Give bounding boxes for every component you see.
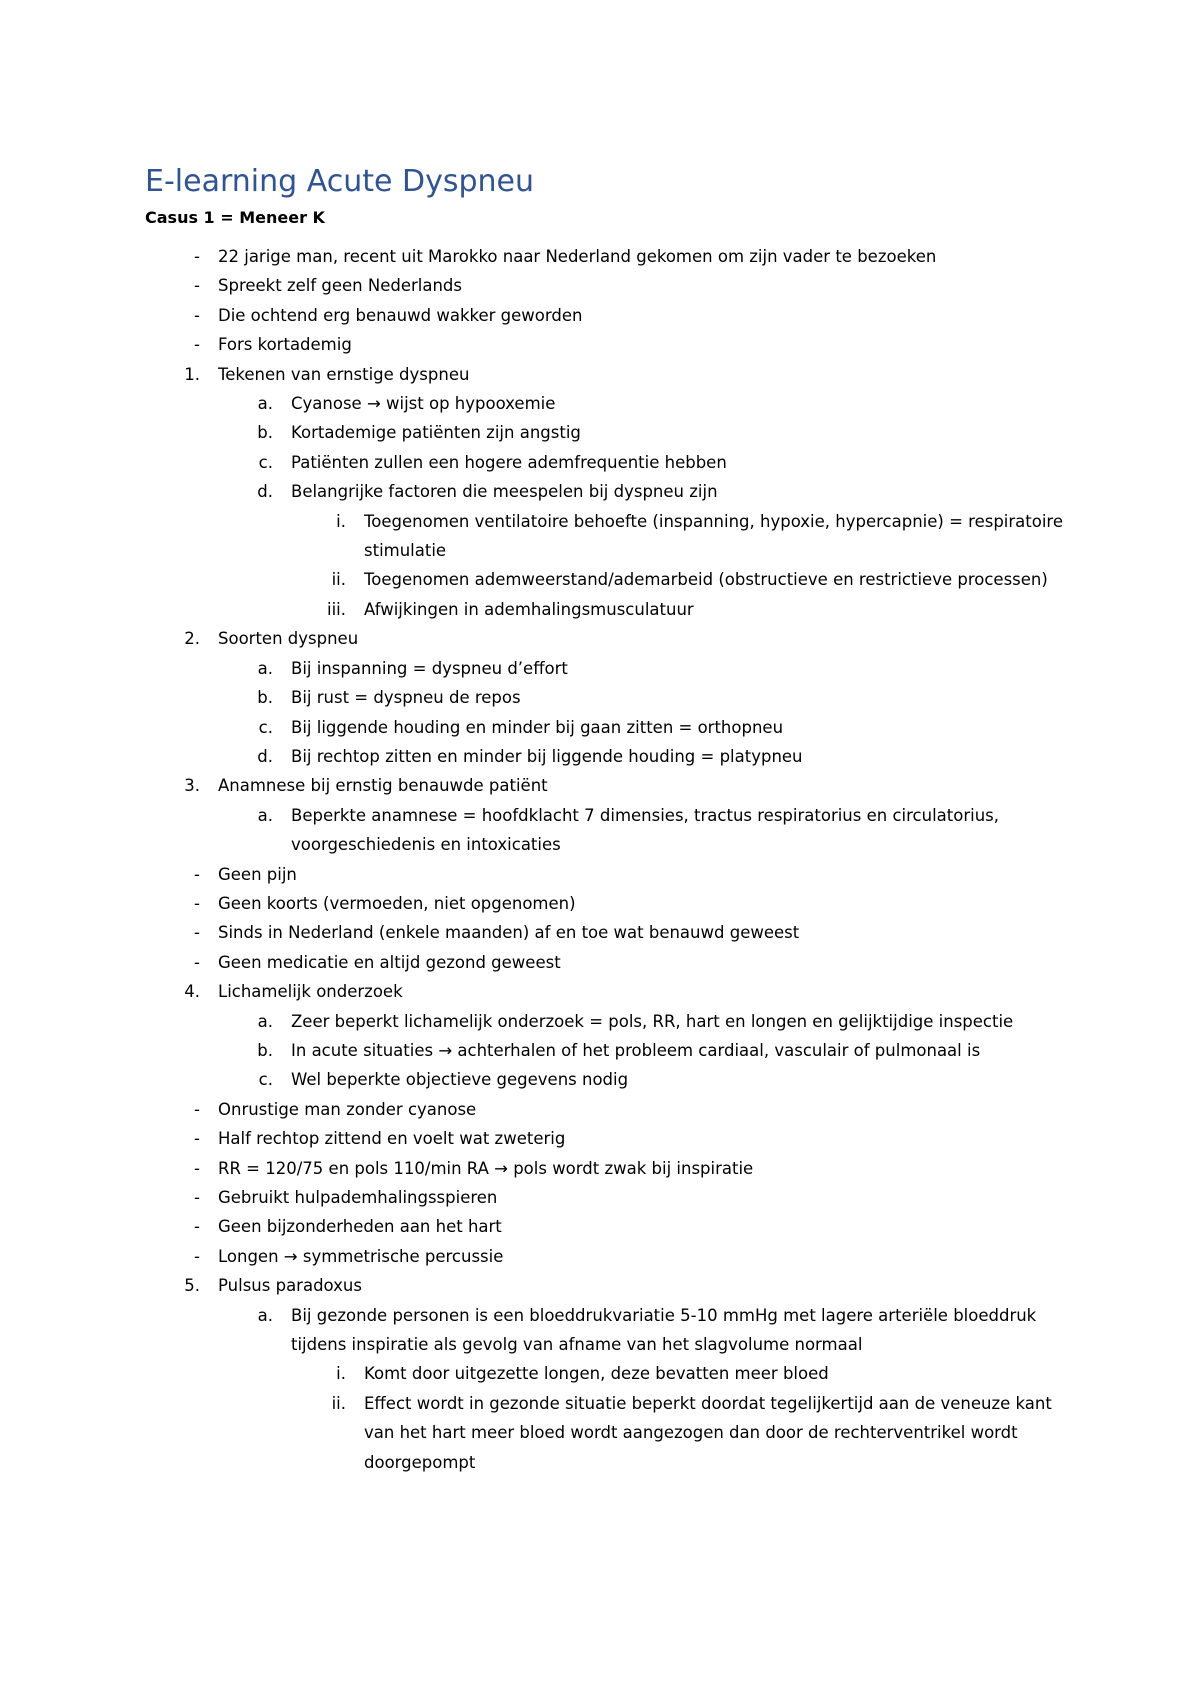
list-marker: -: [194, 923, 200, 943]
list-item-text: Geen bijzonderheden aan het hart: [218, 1217, 502, 1237]
list-item-text: Bij rechtop zitten en minder bij liggende houding = platypneu: [291, 746, 803, 766]
list-marker: 2.: [184, 629, 200, 649]
list-item-text: Bij inspanning = dyspneu d’effort: [291, 658, 568, 678]
list-item: [145, 948, 1080, 977]
list-item-text: In acute situaties → achterhalen of het probleem cardiaal, vasculair of pulmonaal is: [291, 1040, 981, 1060]
list-marker: -: [194, 893, 200, 913]
list-item-text: Beperkte anamnese = hoofdklacht 7 dimensies, tractus respiratorius en circulatorius, voorgeschiedenis en intoxicaties: [291, 805, 999, 855]
list-item-text: Komt door uitgezette longen, deze bevatten meer bloed: [364, 1364, 829, 1384]
list-item: [145, 242, 1080, 271]
sub-list-item: [145, 477, 1080, 506]
list-marker: i.: [336, 511, 346, 531]
list-item-text: Bij liggende houding en minder bij gaan zitten = orthopneu: [291, 717, 784, 737]
sub-list-item: [145, 1036, 1080, 1065]
list-item-text: Geen medicatie en altijd gezond geweest: [218, 952, 561, 972]
list-item-text: Geen pijn: [218, 864, 297, 884]
sub-list-item: [145, 742, 1080, 771]
list-item: [145, 889, 1080, 918]
list-marker: a.: [257, 1011, 273, 1031]
list-item: [145, 1095, 1080, 1124]
sub-list-item: [145, 1007, 1080, 1036]
list-item-text: Fors kortademig: [218, 335, 352, 355]
list-marker: d.: [257, 746, 273, 766]
case-subtitle: Casus 1 = Meneer K: [145, 208, 325, 227]
list-item: [145, 1242, 1080, 1271]
list-marker: ii.: [331, 570, 346, 590]
list-marker: 1.: [184, 364, 200, 384]
list-item-text: Lichamelijk onderzoek: [218, 982, 403, 1002]
list-marker: i.: [336, 1364, 346, 1384]
sub-list-item: [145, 389, 1080, 418]
list-marker: -: [194, 1158, 200, 1178]
list-item-text: Bij gezonde personen is een bloeddrukvariatie 5-10 mmHg met lagere arteriële bloeddruk tijdens inspiratie als gevolg van afname van het slagvolume normaal: [291, 1305, 1037, 1355]
list-marker: b.: [257, 1040, 273, 1060]
list-item: [145, 1183, 1080, 1212]
list-item: [145, 1124, 1080, 1153]
list-marker: a.: [257, 1305, 273, 1325]
list-item-text: Spreekt zelf geen Nederlands: [218, 276, 462, 296]
list-item-text: Bij rust = dyspneu de repos: [291, 688, 521, 708]
list-item-text: Kortademige patiënten zijn angstig: [291, 423, 581, 443]
list-item: [145, 1271, 1080, 1300]
list-marker: -: [194, 335, 200, 355]
list-marker: -: [194, 1246, 200, 1266]
list-item: [145, 860, 1080, 889]
list-marker: -: [194, 1129, 200, 1149]
list-item: [145, 918, 1080, 947]
list-item: [145, 330, 1080, 359]
sub-sub-list-item: [145, 565, 1080, 594]
sub-sub-list-item: [145, 1389, 1080, 1477]
sub-sub-list-item: [145, 595, 1080, 624]
list-marker: -: [194, 247, 200, 266]
list-marker: -: [194, 305, 200, 325]
list-item-text: Wel beperkte objectieve gegevens nodig: [291, 1070, 629, 1090]
list-marker: a.: [257, 805, 273, 825]
list-item: [145, 271, 1080, 300]
list-marker: c.: [258, 717, 273, 737]
list-item-text: Sinds in Nederland (enkele maanden) af en toe wat benauwd geweest: [218, 923, 800, 943]
list-marker: -: [194, 1217, 200, 1237]
list-item-text: Tekenen van ernstige dyspneu: [218, 364, 470, 384]
list-item-text: Longen → symmetrische percussie: [218, 1246, 504, 1266]
list-marker: -: [194, 276, 200, 296]
list-marker: -: [194, 1188, 200, 1207]
list-item: [145, 624, 1080, 653]
list-item-text: Zeer beperkt lichamelijk onderzoek = pols, RR, hart en longen en gelijktijdige inspectie: [291, 1011, 1014, 1031]
list-item-text: Die ochtend erg benauwd wakker geworden: [218, 305, 583, 325]
list-item-text: Belangrijke factoren die meespelen bij dyspneu zijn: [291, 482, 718, 502]
sub-list-item: [145, 448, 1080, 477]
list-item-text: Half rechtop zittend en voelt wat zweterig: [218, 1129, 566, 1149]
list-item: [145, 977, 1080, 1006]
list-marker: a.: [257, 658, 273, 678]
list-item-text: Afwijkingen in ademhalingsmusculatuur: [364, 599, 694, 619]
list-item-text: Patiënten zullen een hogere ademfrequentie hebben: [291, 452, 727, 472]
list-item-text: Toegenomen ventilatoire behoefte (inspanning, hypoxie, hypercapnie) = respiratoire stimulatie: [364, 511, 1063, 561]
sub-list-item: [145, 1065, 1080, 1094]
list-item: [145, 301, 1080, 330]
list-item-text: Pulsus paradoxus: [218, 1276, 362, 1296]
list-item: [145, 771, 1080, 800]
list-marker: c.: [258, 1070, 273, 1090]
list-item: [145, 360, 1080, 389]
sub-sub-list-item: [145, 1359, 1080, 1388]
list-marker: 3.: [184, 776, 200, 796]
page-title: E-learning Acute Dyspneu: [145, 164, 534, 199]
list-item-text: Soorten dyspneu: [218, 629, 359, 649]
list-item-text: Toegenomen ademweerstand/ademarbeid (obstructieve en restrictieve processen): [364, 570, 1048, 590]
list-item-text: Anamnese bij ernstig benauwde patiënt: [218, 776, 548, 796]
list-marker: b.: [257, 423, 273, 443]
list-item-text: Cyanose → wijst op hypooxemie: [291, 394, 556, 414]
list-marker: -: [194, 952, 200, 972]
sub-list-item: [145, 683, 1080, 712]
sub-list-item: [145, 1301, 1080, 1360]
sub-list-item: [145, 713, 1080, 742]
list-item: [145, 1154, 1080, 1183]
list-item-text: Geen koorts (vermoeden, niet opgenomen): [218, 893, 576, 913]
notes-list: [145, 242, 1080, 1477]
list-marker: -: [194, 1099, 200, 1119]
list-marker: b.: [257, 688, 273, 708]
list-marker: iii.: [327, 599, 346, 619]
sub-list-item: [145, 654, 1080, 683]
sub-sub-list-item: [145, 507, 1080, 566]
list-item-text: Gebruikt hulpademhalingsspieren: [218, 1188, 498, 1207]
list-item: [145, 1212, 1080, 1241]
list-item-text: Onrustige man zonder cyanose: [218, 1099, 477, 1119]
list-item-text: 22 jarige man, recent uit Marokko naar Nederland gekomen om zijn vader te bezoeken: [218, 247, 937, 266]
list-marker: a.: [257, 394, 273, 414]
list-marker: 5.: [184, 1276, 200, 1296]
sub-list-item: [145, 801, 1080, 860]
list-item-text: RR = 120/75 en pols 110/min RA → pols wordt zwak bij inspiratie: [218, 1158, 754, 1178]
list-marker: -: [194, 864, 200, 884]
sub-list-item: [145, 418, 1080, 447]
list-marker: 4.: [184, 982, 200, 1002]
list-marker: d.: [257, 482, 273, 502]
list-item-text: Effect wordt in gezonde situatie beperkt doordat tegelijkertijd aan de veneuze kant van het hart meer bloed wordt aangezogen dan door de rechterventrikel wordt doorgepompt: [364, 1393, 1052, 1472]
list-marker: c.: [258, 452, 273, 472]
list-marker: ii.: [331, 1393, 346, 1413]
